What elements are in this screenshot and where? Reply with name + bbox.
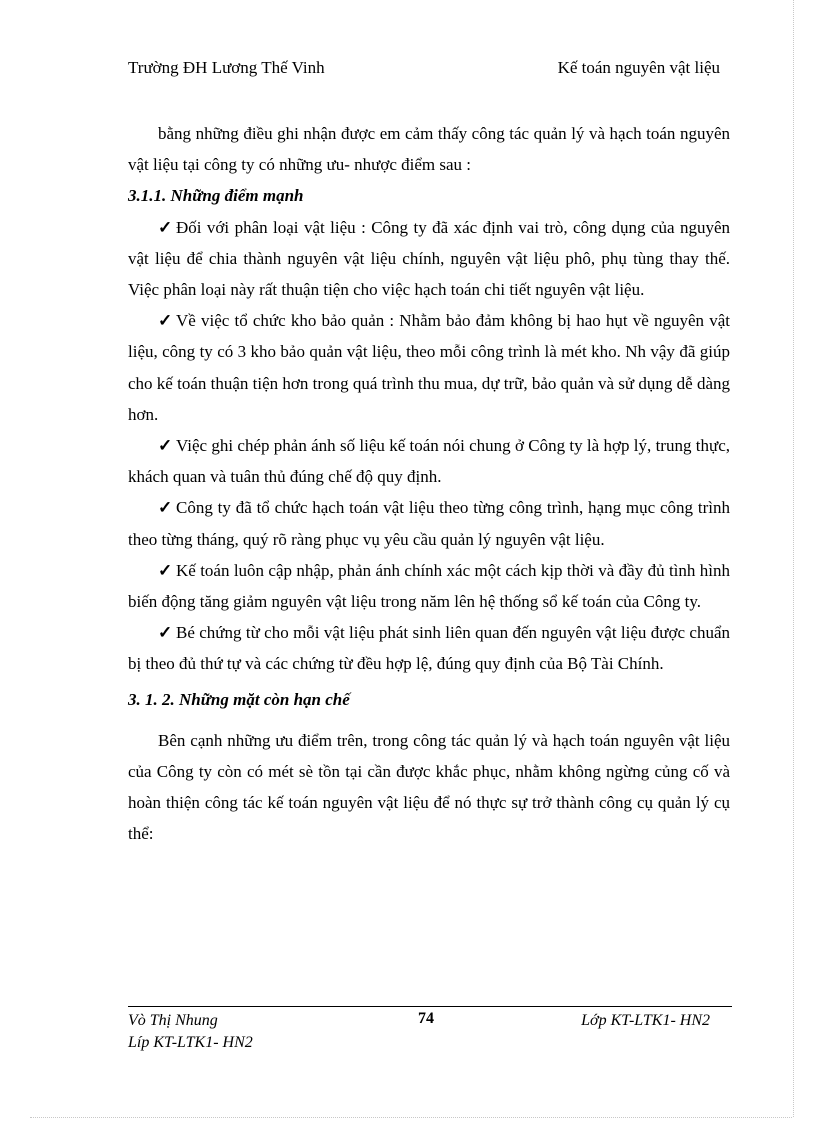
strength-text: Việc ghi chép phản ánh số liệu kế toán nói chung ở Công ty là hợp lý, trung thực, khách quan và tuân thủ đúng chế độ quy định. [128,436,730,487]
page-footer [128,1012,732,1062]
footer-class-right: Lớp KT-LTK1- HN2 [581,1012,710,1029]
strength-text: Đối với phân loại vật liệu : Công ty đã xác định vai trò, công dụng của nguyên vật liệu để chia thành nguyên vật liệu chính, nguyên vật liệu phô, phụ tùng thay thế. Việc phân loại này rất thuận tiện cho việc hạch toán chi tiết nguyên vật liệu. [128,217,730,300]
strength-text: Công ty đã tổ chức hạch toán vật liệu theo từng công trình, hạng mục công trình theo từng tháng, quý rõ ràng phục vụ yêu cầu quản lý nguyên vật liệu. [128,498,730,549]
footer-class-left: Líp KT-LTK1- HN2 [128,1034,253,1051]
limitations-paragraph: Bên cạnh những ưu điểm trên, trong công tác quản lý và hạch toán nguyên vật liệu của Công ty còn có mét sè tồn tại cần được khắc phục, nhằm không ngừng củng cố và hoàn thiện công tác kế toán nguyên vật liệu để nó thực sự trở thành công cụ quản lý cụ thể: [128,730,730,844]
strength-item [128,212,730,306]
strength-text: Về việc tổ chức kho bảo quản : Nhằm bảo đảm không bị hao hụt về nguyên vật liệu, công ty có 3 kho bảo quản vật liệu, theo mỗi công trình là mét kho. Nh vậy đã giúp cho kế toán thuận tiện hơn trong quá trình thu mua, dự trữ, bảo quản và sử dụng dễ dàng hơn. [128,311,730,424]
section-heading-strengths: 3.1.1. Những điểm mạnh [128,186,304,206]
strength-item [128,430,730,492]
intro-paragraph: bằng những điều ghi nhận được em cảm thấy công tác quản lý và hạch toán nguyên vật liệu tại công ty có những ưu- nhược điểm sau : [128,124,730,175]
page-header [128,58,720,82]
strength-item [128,617,730,679]
page-number: 74 [418,1010,434,1027]
checkmark-icon: ✓ [158,311,173,331]
checkmark-icon: ✓ [158,623,173,643]
strength-text: Bé chứng từ cho mỗi vật liệu phát sinh liên quan đến nguyên vật liệu được chuẩn bị theo đủ thứ tự và các chứng từ đều hợp lệ, đúng quy định của Bộ Tài Chính. [128,623,730,674]
strength-item [128,492,730,554]
strength-item [128,555,730,617]
strength-item [128,305,730,430]
header-topic: Kế toán nguyên vật liệu [557,58,720,77]
footer-divider [128,1006,732,1007]
page-edge-dotted-line [30,1117,792,1118]
footer-author: Vò Thị Nhung [128,1012,218,1029]
page-edge-dotted-line-vertical [793,0,794,1117]
checkmark-icon: ✓ [158,217,173,237]
checkmark-icon: ✓ [158,498,173,518]
section-heading-limitations: 3. 1. 2. Những mặt còn hạn chế [128,689,350,709]
checkmark-icon: ✓ [158,560,173,580]
document-body [128,118,730,850]
checkmark-icon: ✓ [158,436,173,456]
strength-text: Kế toán luôn cập nhập, phản ánh chính xác một cách kịp thời và đầy đủ tình hình biến động tăng giảm nguyên vật liệu trong năm lên hệ thống sổ kế toán của Công ty. [128,560,730,612]
header-school: Trường ĐH Lương Thế Vinh [128,58,325,77]
